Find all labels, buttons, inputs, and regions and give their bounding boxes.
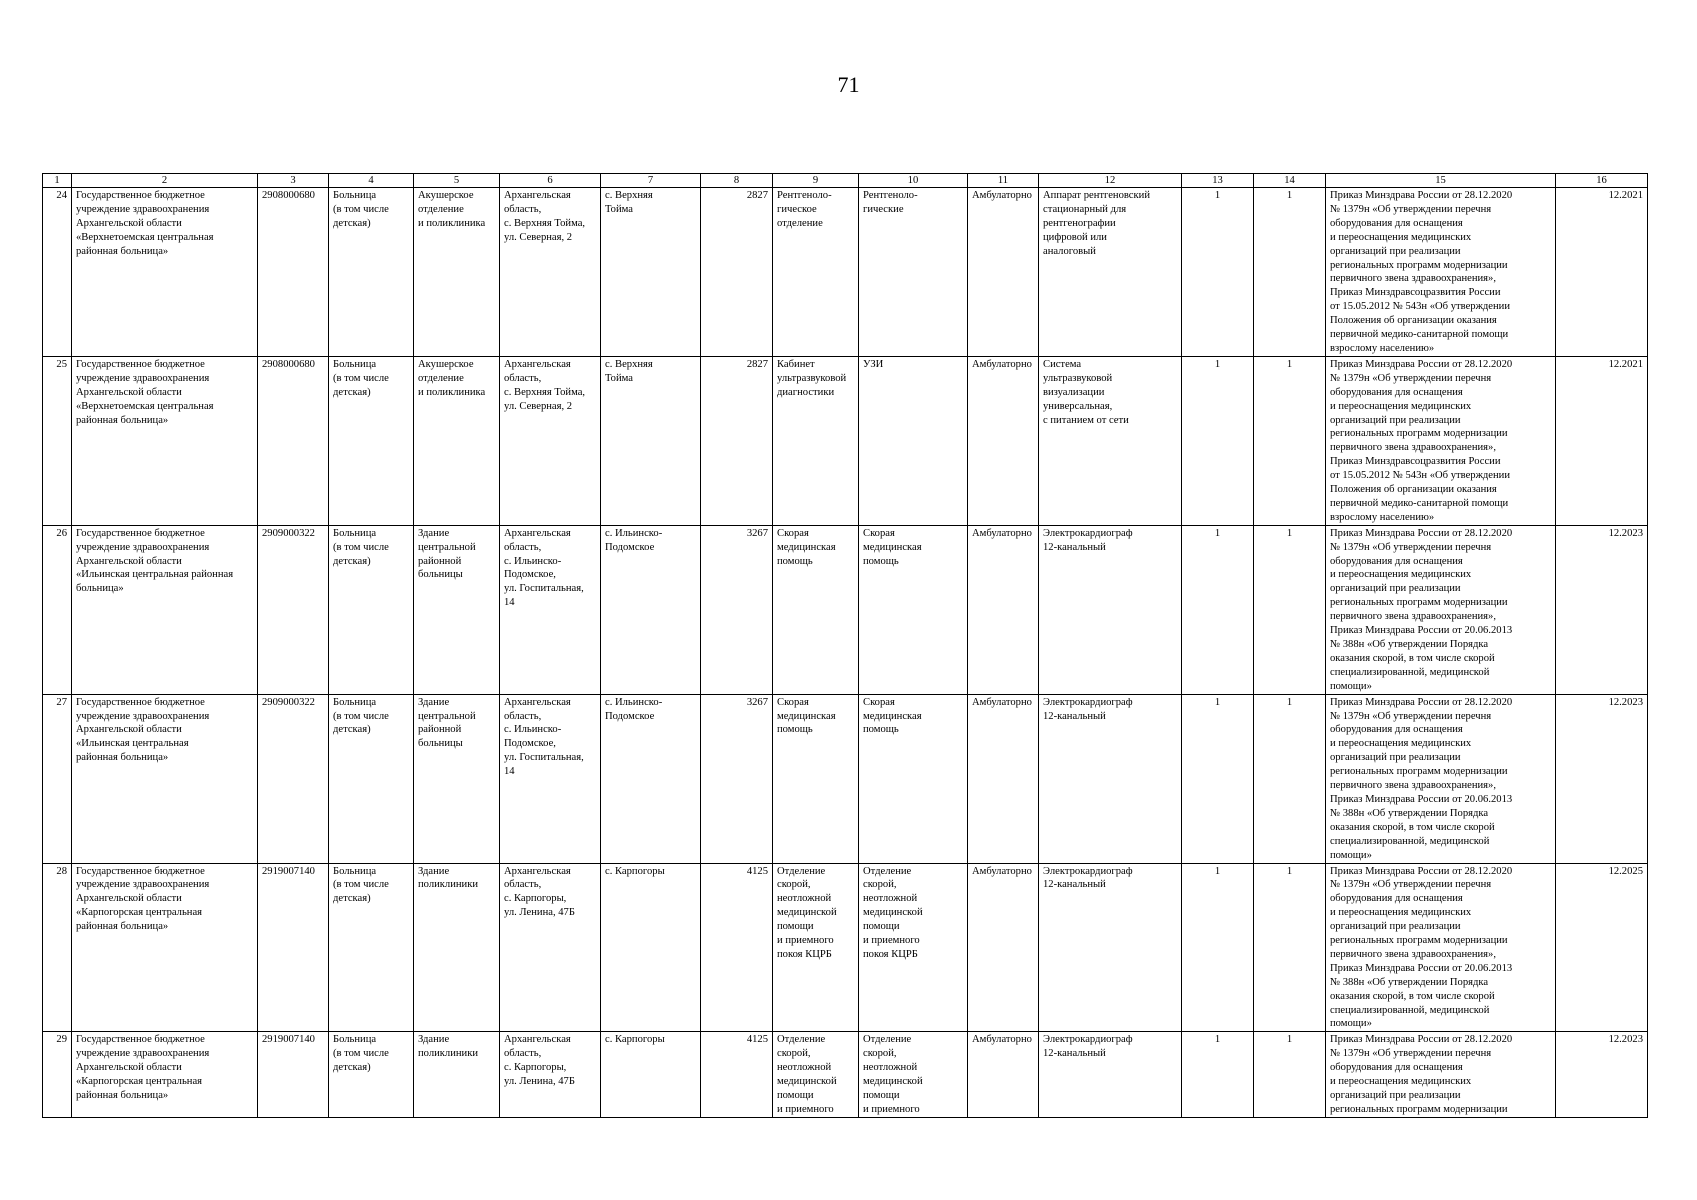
organization-name: Государственное бюджетное учреждение здравоохранения Архангельской области «Верхнетоемская центральная районная больница» [72,356,258,525]
quantity-cell: 1 [1182,694,1254,863]
equipment-cell: Электрокардиограф 12-канальный [1039,1032,1182,1117]
legal-basis-cell: Приказ Минздрава России от 28.12.2020 № 1379н «Об утверждении перечня оборудования для оснащения и переоснащения медицинских организаций при реализации региональных программ модернизации первичного звена здравоохранения», Приказ Минздрава России от 20.06.2013 № 388н «Об утверждении Порядка оказания скорой, в том числе скорой специализированной, медицинской помощи» [1326,863,1556,1032]
column-header: 1 [43,174,72,188]
column-header: 10 [859,174,968,188]
row-number: 24 [43,188,72,357]
column-header: 13 [1182,174,1254,188]
table-row [43,188,1648,357]
quantity-cell: 1 [1182,863,1254,1032]
date-cell: 12.2021 [1556,356,1648,525]
organization-name: Государственное бюджетное учреждение здравоохранения Архангельской области «Ильинская центральная районная больница» [72,525,258,694]
row-number: 29 [43,1032,72,1117]
population-cell: 2827 [701,356,773,525]
building-cell: Здание поликлиники [414,863,500,1032]
table-row [43,356,1648,525]
care-mode-cell: Амбулаторно [968,188,1039,357]
inn-cell: 2919007140 [258,863,329,1032]
legal-basis-cell: Приказ Минздрава России от 28.12.2020 № 1379н «Об утверждении перечня оборудования для оснащения и переоснащения медицинских организаций при реализации региональных программ модернизации [1326,1032,1556,1117]
column-header: 7 [601,174,701,188]
profile-cell: УЗИ [859,356,968,525]
column-header: 4 [329,174,414,188]
legal-basis-cell: Приказ Минздрава России от 28.12.2020 № 1379н «Об утверждении перечня оборудования для оснащения и переоснащения медицинских организаций при реализации региональных программ модернизации первичного звена здравоохранения», Приказ Минздрава России от 20.06.2013 № 388н «Об утверждении Порядка оказания скорой, в том числе скорой специализированной, медицинской помощи» [1326,694,1556,863]
care-mode-cell: Амбулаторно [968,1032,1039,1117]
care-mode-cell: Амбулаторно [968,525,1039,694]
column-number-row [43,174,1648,188]
inn-cell: 2908000680 [258,356,329,525]
quantity-cell: 1 [1182,1032,1254,1117]
profile-cell: Скорая медицинская помощь [859,525,968,694]
settlement-cell: с. Ильинско- Подомское [601,694,701,863]
table-row [43,694,1648,863]
organization-name: Государственное бюджетное учреждение здравоохранения Архангельской области «Ильинская центральная районная больница» [72,694,258,863]
building-cell: Акушерское отделение и поликлиника [414,188,500,357]
profile-cell: Отделение скорой, неотложной медицинской помощи и приемного покоя КЦРБ [859,863,968,1032]
population-cell: 3267 [701,694,773,863]
column-header: 11 [968,174,1039,188]
facility-type: Больница (в том числе детская) [329,525,414,694]
address-cell: Архангельская область, с. Верхняя Тойма, ул. Северная, 2 [500,356,601,525]
column-header: 16 [1556,174,1648,188]
settlement-cell: с. Карпогоры [601,1032,701,1117]
facility-type: Больница (в том числе детская) [329,1032,414,1117]
organization-name: Государственное бюджетное учреждение здравоохранения Архангельской области «Верхнетоемская центральная районная больница» [72,188,258,357]
column-header: 9 [773,174,859,188]
organization-name: Государственное бюджетное учреждение здравоохранения Архангельской области «Карпогорская центральная районная больница» [72,863,258,1032]
date-cell: 12.2021 [1556,188,1648,357]
equipment-cell: Аппарат рентгеновский стационарный для рентгенографии цифровой или аналоговый [1039,188,1182,357]
quantity-planned-cell: 1 [1254,694,1326,863]
settlement-cell: с. Верхняя Тойма [601,356,701,525]
address-cell: Архангельская область, с. Карпогоры, ул. Ленина, 47Б [500,1032,601,1117]
equipment-cell: Система ультразвуковой визуализации универсальная, с питанием от сети [1039,356,1182,525]
facility-type: Больница (в том числе детская) [329,863,414,1032]
row-number: 27 [43,694,72,863]
page-number: 71 [837,72,860,97]
inn-cell: 2908000680 [258,188,329,357]
quantity-planned-cell: 1 [1254,188,1326,357]
quantity-planned-cell: 1 [1254,525,1326,694]
table-row [43,525,1648,694]
building-cell: Здание центральной районной больницы [414,694,500,863]
address-cell: Архангельская область, с. Ильинско- Подомское, ул. Госпитальная, 14 [500,525,601,694]
population-cell: 2827 [701,188,773,357]
department-cell: Отделение скорой, неотложной медицинской помощи и приемного [773,1032,859,1117]
population-cell: 3267 [701,525,773,694]
quantity-cell: 1 [1182,188,1254,357]
building-cell: Здание поликлиники [414,1032,500,1117]
column-header: 8 [701,174,773,188]
equipment-cell: Электрокардиограф 12-канальный [1039,863,1182,1032]
facility-type: Больница (в том числе детская) [329,356,414,525]
column-header: 12 [1039,174,1182,188]
date-cell: 12.2023 [1556,694,1648,863]
column-header: 5 [414,174,500,188]
column-header: 14 [1254,174,1326,188]
inn-cell: 2909000322 [258,525,329,694]
settlement-cell: с. Верхняя Тойма [601,188,701,357]
date-cell: 12.2025 [1556,863,1648,1032]
department-cell: Скорая медицинская помощь [773,694,859,863]
facility-type: Больница (в том числе детская) [329,188,414,357]
row-number: 26 [43,525,72,694]
care-mode-cell: Амбулаторно [968,356,1039,525]
column-header: 6 [500,174,601,188]
address-cell: Архангельская область, с. Ильинско- Подомское, ул. Госпитальная, 14 [500,694,601,863]
legal-basis-cell: Приказ Минздрава России от 28.12.2020 № 1379н «Об утверждении перечня оборудования для оснащения и переоснащения медицинских организаций при реализации региональных программ модернизации первичного звена здравоохранения», Приказ Минздрава России от 20.06.2013 № 388н «Об утверждении Порядка оказания скорой, в том числе скорой специализированной, медицинской помощи» [1326,525,1556,694]
settlement-cell: с. Ильинско- Подомское [601,525,701,694]
building-cell: Здание центральной районной больницы [414,525,500,694]
date-cell: 12.2023 [1556,1032,1648,1117]
equipment-table [42,173,1648,1118]
department-cell: Кабинет ультразвуковой диагностики [773,356,859,525]
inn-cell: 2919007140 [258,1032,329,1117]
department-cell: Скорая медицинская помощь [773,525,859,694]
building-cell: Акушерское отделение и поликлиника [414,356,500,525]
address-cell: Архангельская область, с. Карпогоры, ул. Ленина, 47Б [500,863,601,1032]
column-header: 15 [1326,174,1556,188]
quantity-planned-cell: 1 [1254,356,1326,525]
department-cell: Отделение скорой, неотложной медицинской помощи и приемного покоя КЦРБ [773,863,859,1032]
settlement-cell: с. Карпогоры [601,863,701,1032]
care-mode-cell: Амбулаторно [968,694,1039,863]
equipment-cell: Электрокардиограф 12-канальный [1039,694,1182,863]
table-row [43,863,1648,1032]
quantity-planned-cell: 1 [1254,1032,1326,1117]
column-header: 2 [72,174,258,188]
quantity-cell: 1 [1182,356,1254,525]
equipment-cell: Электрокардиограф 12-канальный [1039,525,1182,694]
date-cell: 12.2023 [1556,525,1648,694]
profile-cell: Рентгеноло- гические [859,188,968,357]
profile-cell: Скорая медицинская помощь [859,694,968,863]
population-cell: 4125 [701,1032,773,1117]
population-cell: 4125 [701,863,773,1032]
care-mode-cell: Амбулаторно [968,863,1039,1032]
department-cell: Рентгеноло- гическое отделение [773,188,859,357]
legal-basis-cell: Приказ Минздрава России от 28.12.2020 № 1379н «Об утверждении перечня оборудования для оснащения и переоснащения медицинских организаций при реализации региональных программ модернизации первичного звена здравоохранения», Приказ Минздравсоцразвития России от 15.05.2012 № 543н «Об утверждении Положения об организации оказания первичной медико-санитарной помощи взрослому населению» [1326,188,1556,357]
address-cell: Архангельская область, с. Верхняя Тойма, ул. Северная, 2 [500,188,601,357]
organization-name: Государственное бюджетное учреждение здравоохранения Архангельской области «Карпогорская центральная районная больница» [72,1032,258,1117]
quantity-cell: 1 [1182,525,1254,694]
facility-type: Больница (в том числе детская) [329,694,414,863]
inn-cell: 2909000322 [258,694,329,863]
profile-cell: Отделение скорой, неотложной медицинской помощи и приемного [859,1032,968,1117]
table-row [43,1032,1648,1117]
row-number: 28 [43,863,72,1032]
quantity-planned-cell: 1 [1254,863,1326,1032]
column-header: 3 [258,174,329,188]
row-number: 25 [43,356,72,525]
legal-basis-cell: Приказ Минздрава России от 28.12.2020 № 1379н «Об утверждении перечня оборудования для оснащения и переоснащения медицинских организаций при реализации региональных программ модернизации первичного звена здравоохранения», Приказ Минздравсоцразвития России от 15.05.2012 № 543н «Об утверждении Положения об организации оказания первичной медико-санитарной помощи взрослому населению» [1326,356,1556,525]
